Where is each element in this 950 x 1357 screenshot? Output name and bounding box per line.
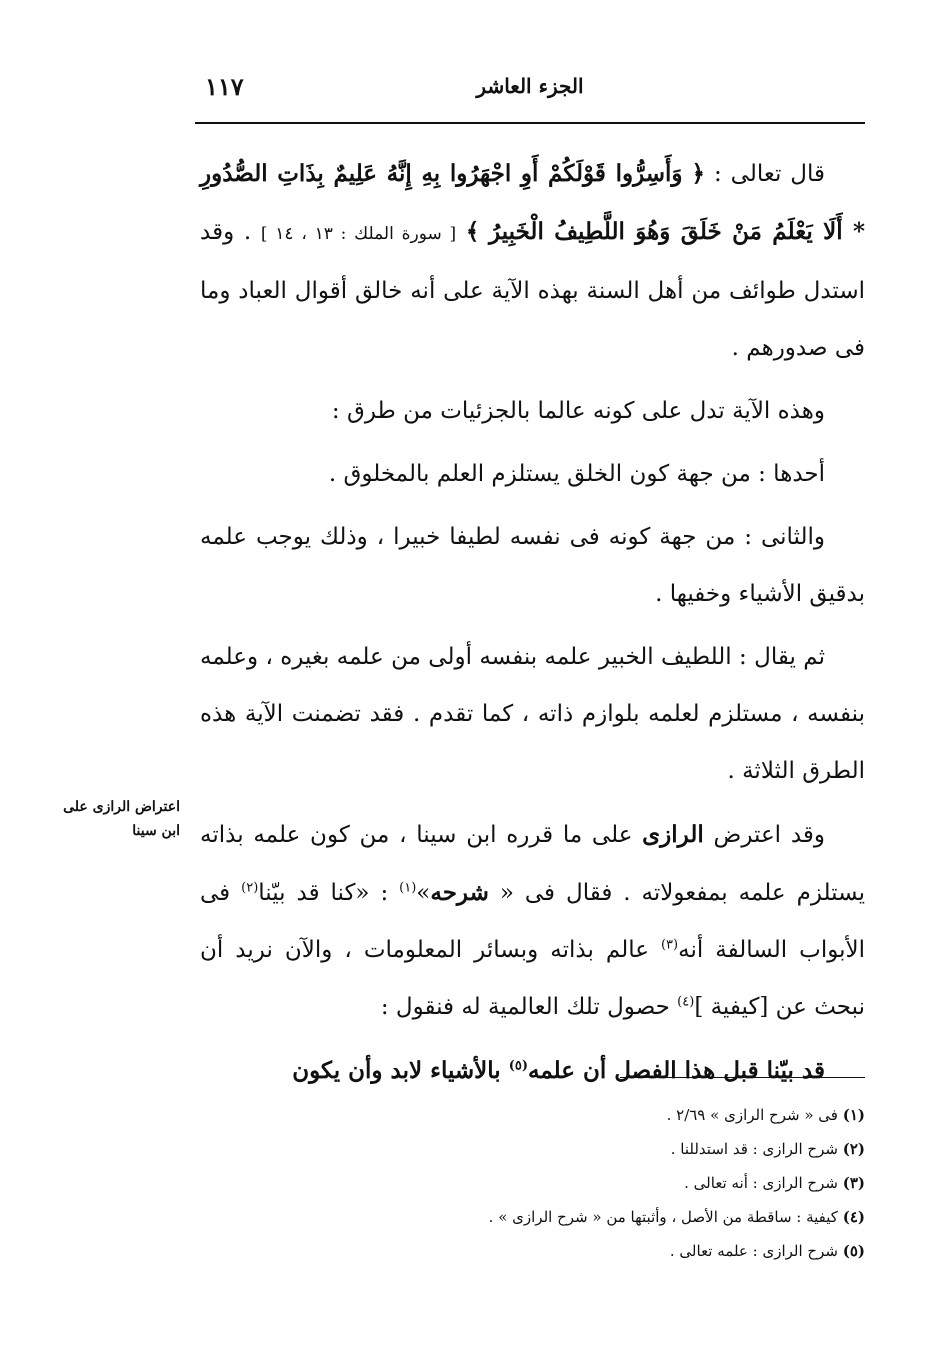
- book-title: شرحه: [430, 879, 489, 906]
- paragraph-6: [200, 806, 865, 1036]
- header-rule: [195, 122, 865, 124]
- paragraph-2: وهذه الآية تدل على كونه عالما بالجزئيات من طرق :: [331, 398, 825, 424]
- footnote: [200, 1234, 865, 1268]
- text-run: على ما قرره ابن سينا ، من كون علمه بذاته يستلزم علمه بمفعولاته . فقال فى «: [200, 822, 865, 906]
- paragraph-text: . وقد استدل طوائف من أهل السنة بهذه الآية على أنه خالق أقوال العباد وما فى صدورهم .: [200, 219, 865, 361]
- paragraph-7: [200, 1042, 865, 1099]
- footnote-number: (٣): [842, 1174, 865, 1192]
- footnote-text: شرح الرازى : علمه تعالى .: [669, 1242, 838, 1260]
- footnote: [200, 1098, 865, 1132]
- footnote-text: شرح الرازى : قد استدللنا .: [670, 1140, 838, 1158]
- name-razi: الرازى: [642, 821, 704, 848]
- footnote-text: شرح الرازى : أنه تعالى .: [684, 1174, 838, 1192]
- footnote-ref-2: (٢): [241, 880, 259, 896]
- footnote-rule: [620, 1077, 865, 1078]
- footnote-number: (٢): [842, 1140, 865, 1158]
- text-run: : «كنا قد بيّنا: [258, 880, 389, 906]
- text-run: وقد اعترض: [713, 822, 825, 848]
- citation-intro: قال تعالى :: [713, 161, 826, 187]
- margin-note-line: اعتراض الرازى على: [63, 799, 180, 815]
- footnote-number: (٥): [842, 1242, 865, 1260]
- text-run: »: [416, 880, 431, 906]
- verse-open-bracket: ﴿: [691, 160, 705, 187]
- footnote: [200, 1200, 865, 1234]
- footnote-ref-5: (٥): [508, 1058, 528, 1074]
- verse-close-bracket: ﴾: [465, 218, 480, 245]
- text-run: بالأشياء لابد وأن يكون: [292, 1057, 501, 1084]
- footnotes: [200, 1098, 865, 1268]
- text-run: قد بيّنا قبل هذا الفصل أن علمه: [528, 1057, 825, 1084]
- paragraph-5: ثم يقال : اللطيف الخبير علمه بنفسه أولى من علمه بغيره ، وعلمه بنفسه ، مستلزم لعلمه بلوازم ذاته ، كما تقدم . فقد تضمنت الآية هذه الطرق الثلاثة .: [200, 644, 865, 784]
- margin-note-line: ابن سينا: [132, 823, 180, 839]
- footnote-number: (١): [842, 1106, 865, 1124]
- page-number: ١١٧: [205, 72, 244, 101]
- page-header: [195, 60, 865, 116]
- footnote-ref-3: (٣): [660, 937, 679, 953]
- text-run: عالم بذاته وبسائر المعلومات ، والآن نريد أن نبحث عن [كيفية ]: [200, 937, 865, 1020]
- footnote-number: (٤): [842, 1208, 865, 1226]
- footnote: [200, 1166, 865, 1200]
- quran-verse: وَأَسِرُّوا قَوْلَكُمْ أَوِ اجْهَرُوا بِهِ إِنَّهُ عَلِيمٌ بِذَاتِ الصُّدُورِ * أَلَا يَعْلَمُ مَنْ خَلَقَ وَهُوَ اللَّطِيفُ الْخَبِيرُ: [200, 160, 866, 245]
- paragraph-3: أحدها : من جهة كون الخلق يستلزم العلم بالمخلوق .: [328, 461, 825, 487]
- text-run: حصول تلك العالمية له فنقول :: [380, 994, 670, 1020]
- paragraph-4: والثانى : من جهة كونه فى نفسه لطيفا خبيرا ، وذلك يوجب علمه بدقيق الأشياء وخفيها .: [200, 524, 865, 607]
- text-run: فى الأبواب السالفة أنه: [200, 880, 865, 963]
- footnote-ref-4: (٤): [677, 994, 695, 1010]
- footnote-text: كيفية : ساقطة من الأصل ، وأثبتها من « شرح الرازى » .: [488, 1208, 838, 1226]
- margin-note: [40, 795, 180, 843]
- footnote: [200, 1132, 865, 1166]
- running-title: الجزء العاشر: [476, 74, 584, 98]
- footnote-text: فى « شرح الرازى » ٢/٦٩ .: [666, 1106, 838, 1124]
- footnote-ref-1: (١): [399, 880, 417, 896]
- main-text: [200, 145, 865, 1105]
- surah-reference: [ سورة الملك : ١٣ ، ١٤ ]: [260, 224, 457, 244]
- paragraph-quran-citation: [200, 145, 865, 377]
